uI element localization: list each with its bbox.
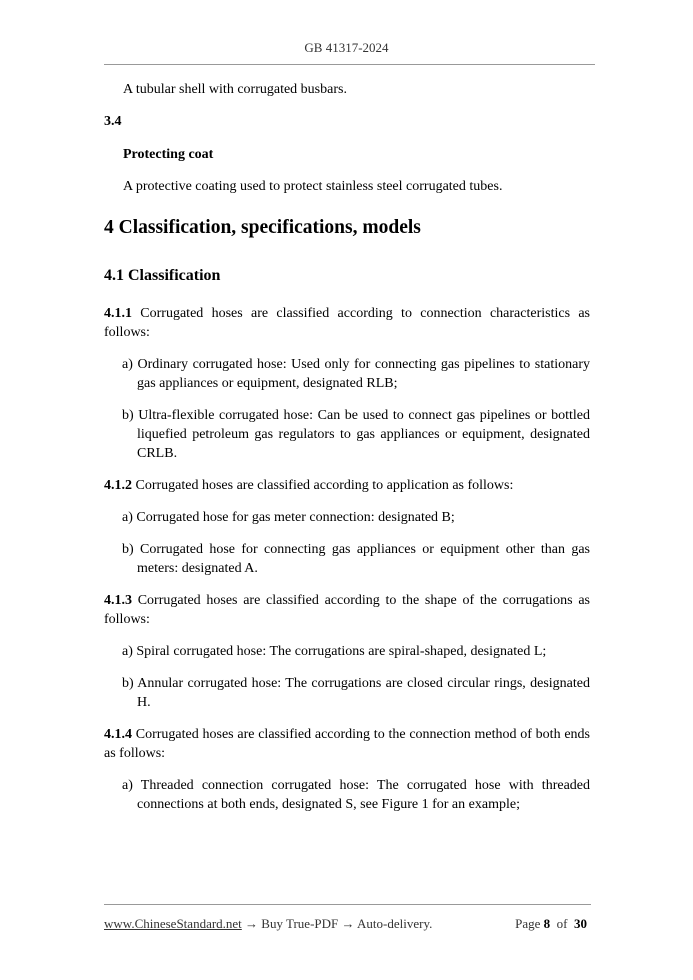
clause-4-1-3-number: 4.1.3 (104, 593, 132, 608)
clause-4-1-3-item-a: a) Spiral corrugated hose: The corrugations are spiral-shaped, designated L; (122, 644, 547, 659)
page-total: 30 (574, 916, 587, 931)
term-protecting-coat: Protecting coat (123, 147, 214, 162)
auto-delivery-text: Auto-delivery. (357, 916, 433, 931)
section-4-1-heading: 4.1 Classification (104, 267, 221, 284)
clause-4-1-2-item-a: a) Corrugated hose for gas meter connection: designated B; (122, 510, 455, 525)
clause-4-1-2-item-b: b) Corrugated hose for connecting gas appliances or equipment other than gas meters: designated A. (122, 542, 590, 576)
page-number (515, 916, 587, 932)
clause-number-3-4: 3.4 (104, 114, 122, 129)
clause-4-1-1 (104, 304, 590, 342)
footer-divider (104, 904, 591, 905)
clause-4-1-3-text: Corrugated hoses are classified according to the shape of the corrugations as follows: (104, 593, 590, 627)
page-body (104, 80, 590, 814)
clause-4-1-1-text: Corrugated hoses are classified according to connection characteristics as follows: (104, 306, 590, 340)
clause-4-1-1-number: 4.1.1 (104, 306, 132, 321)
clause-4-1-4-item-a: a) Threaded connection corrugated hose: The corrugated hose with threaded connections at both ends, designated S, see Figure 1 for an example; (122, 778, 590, 812)
clause-4-1-3-item-b: b) Annular corrugated hose: The corrugations are closed circular rings, designated H. (122, 676, 590, 710)
clause-4-1-4-number: 4.1.4 (104, 727, 132, 742)
page-of: of (556, 916, 568, 931)
page-label: Page (515, 916, 541, 931)
definition-protecting-coat: A protective coating used to protect stainless steel corrugated tubes. (123, 179, 503, 194)
running-header: GB 41317-2024 (304, 40, 389, 55)
clause-4-1-4-text: Corrugated hoses are classified according to the connection method of both ends as follows: (104, 727, 590, 761)
clause-4-1-4 (104, 725, 590, 763)
buy-true-pdf-text: Buy True-PDF (261, 916, 339, 931)
arrow-2: → (338, 916, 358, 931)
clause-4-1-2-text: Corrugated hoses are classified according to application as follows: (132, 478, 514, 493)
clause-4-1-1-item-a: a) Ordinary corrugated hose: Used only for connecting gas pipelines to stationary gas appliances or equipment, designated RLB; (122, 357, 590, 391)
page-current: 8 (543, 916, 551, 931)
header-divider (104, 64, 595, 65)
site-link[interactable]: www.ChineseStandard.net (104, 916, 242, 931)
paragraph-tubular-shell: A tubular shell with corrugated busbars. (123, 82, 347, 97)
arrow-1: → (241, 916, 262, 931)
clause-4-1-2-number: 4.1.2 (104, 478, 132, 493)
clause-4-1-2 (104, 476, 590, 495)
clause-4-1-3 (104, 591, 590, 629)
clause-4-1-1-item-b: b) Ultra-flexible corrugated hose: Can be used to connect gas pipelines or bottled liquefied petroleum gas regulators to gas appliances or equipment, designated CRLB. (122, 408, 590, 461)
footer-promo (104, 916, 432, 932)
section-4-heading: 4 Classification, specifications, models (104, 217, 421, 238)
